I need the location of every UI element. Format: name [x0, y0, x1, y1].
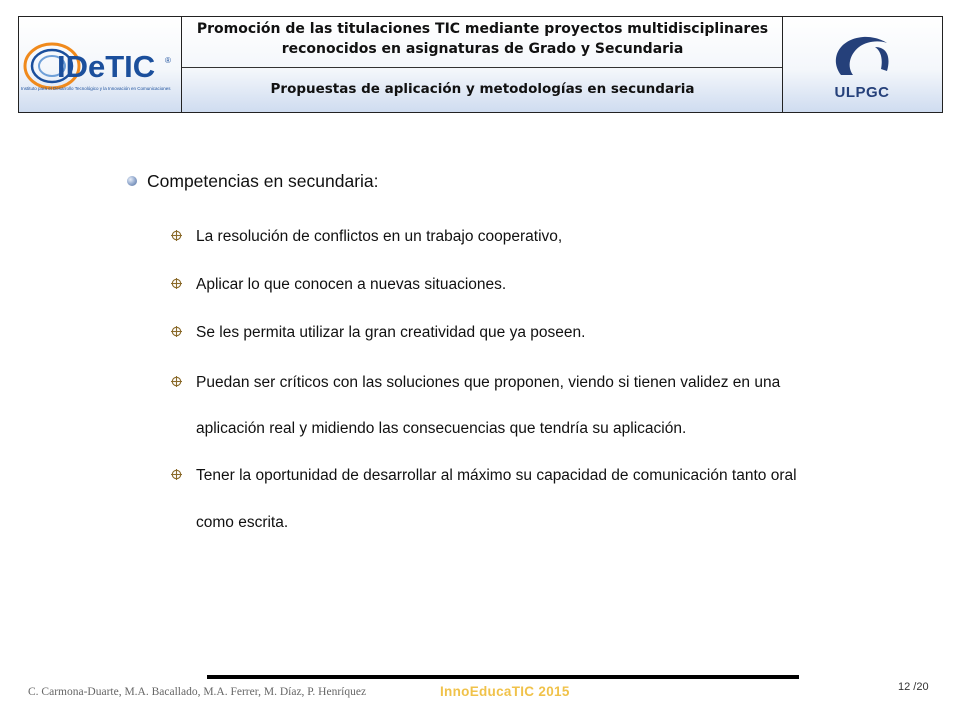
page-subtitle: Propuestas de aplicación y metodologías en secundaria — [270, 81, 695, 97]
bullet-sphere-icon — [127, 176, 137, 186]
list-item-text: Se les permita utilizar la gran creatividad que ya poseen. — [196, 324, 586, 341]
list-item-text: Tener la oportunidad de desarrollar al máximo su capacidad de comunicación tanto oral — [196, 467, 797, 484]
ulpgc-logo-text: ULPGC — [834, 84, 890, 101]
crosshair-bullet-icon — [171, 326, 182, 337]
footer-authors: C. Carmona-Duarte, M.A. Bacallado, M.A. Ferrer, M. Díaz, P. Henríquez — [28, 686, 367, 698]
list-item-text: Aplicar lo que conocen a nuevas situaciones. — [196, 276, 507, 293]
footer-divider — [207, 675, 799, 679]
idetic-logo-text: IDeTIC — [57, 49, 156, 84]
crosshair-bullet-icon — [171, 278, 182, 289]
title-line-1: Promoción de las titulaciones TIC mediante proyectos multidisciplinares — [196, 21, 769, 37]
crosshair-bullet-icon — [171, 230, 182, 241]
crosshair-bullet-icon — [171, 376, 182, 387]
list-item-text: aplicación real y midiendo las consecuencias que tendría su aplicación. — [196, 420, 687, 437]
footer-conference: InnoEducaTIC 2015 — [440, 684, 570, 699]
idetic-tagline: Instituto para el Desarrollo Tecnológico y la Innovación en Comunicaciones — [21, 86, 171, 91]
crosshair-bullet-icon — [171, 469, 182, 480]
title-line-2: reconocidos en asignaturas de Grado y Secundaria — [281, 41, 684, 57]
list-item-text: Puedan ser críticos con las soluciones que proponen, viendo si tienen validez en una — [196, 374, 781, 391]
section-heading-text: Competencias en secundaria: — [147, 171, 379, 191]
page-number: 12 /20 — [898, 681, 929, 693]
list-item-text: como escrita. — [196, 514, 289, 531]
list-item-text: La resolución de conflictos en un trabajo cooperativo, — [196, 228, 563, 245]
trademark-symbol: ® — [165, 56, 171, 65]
